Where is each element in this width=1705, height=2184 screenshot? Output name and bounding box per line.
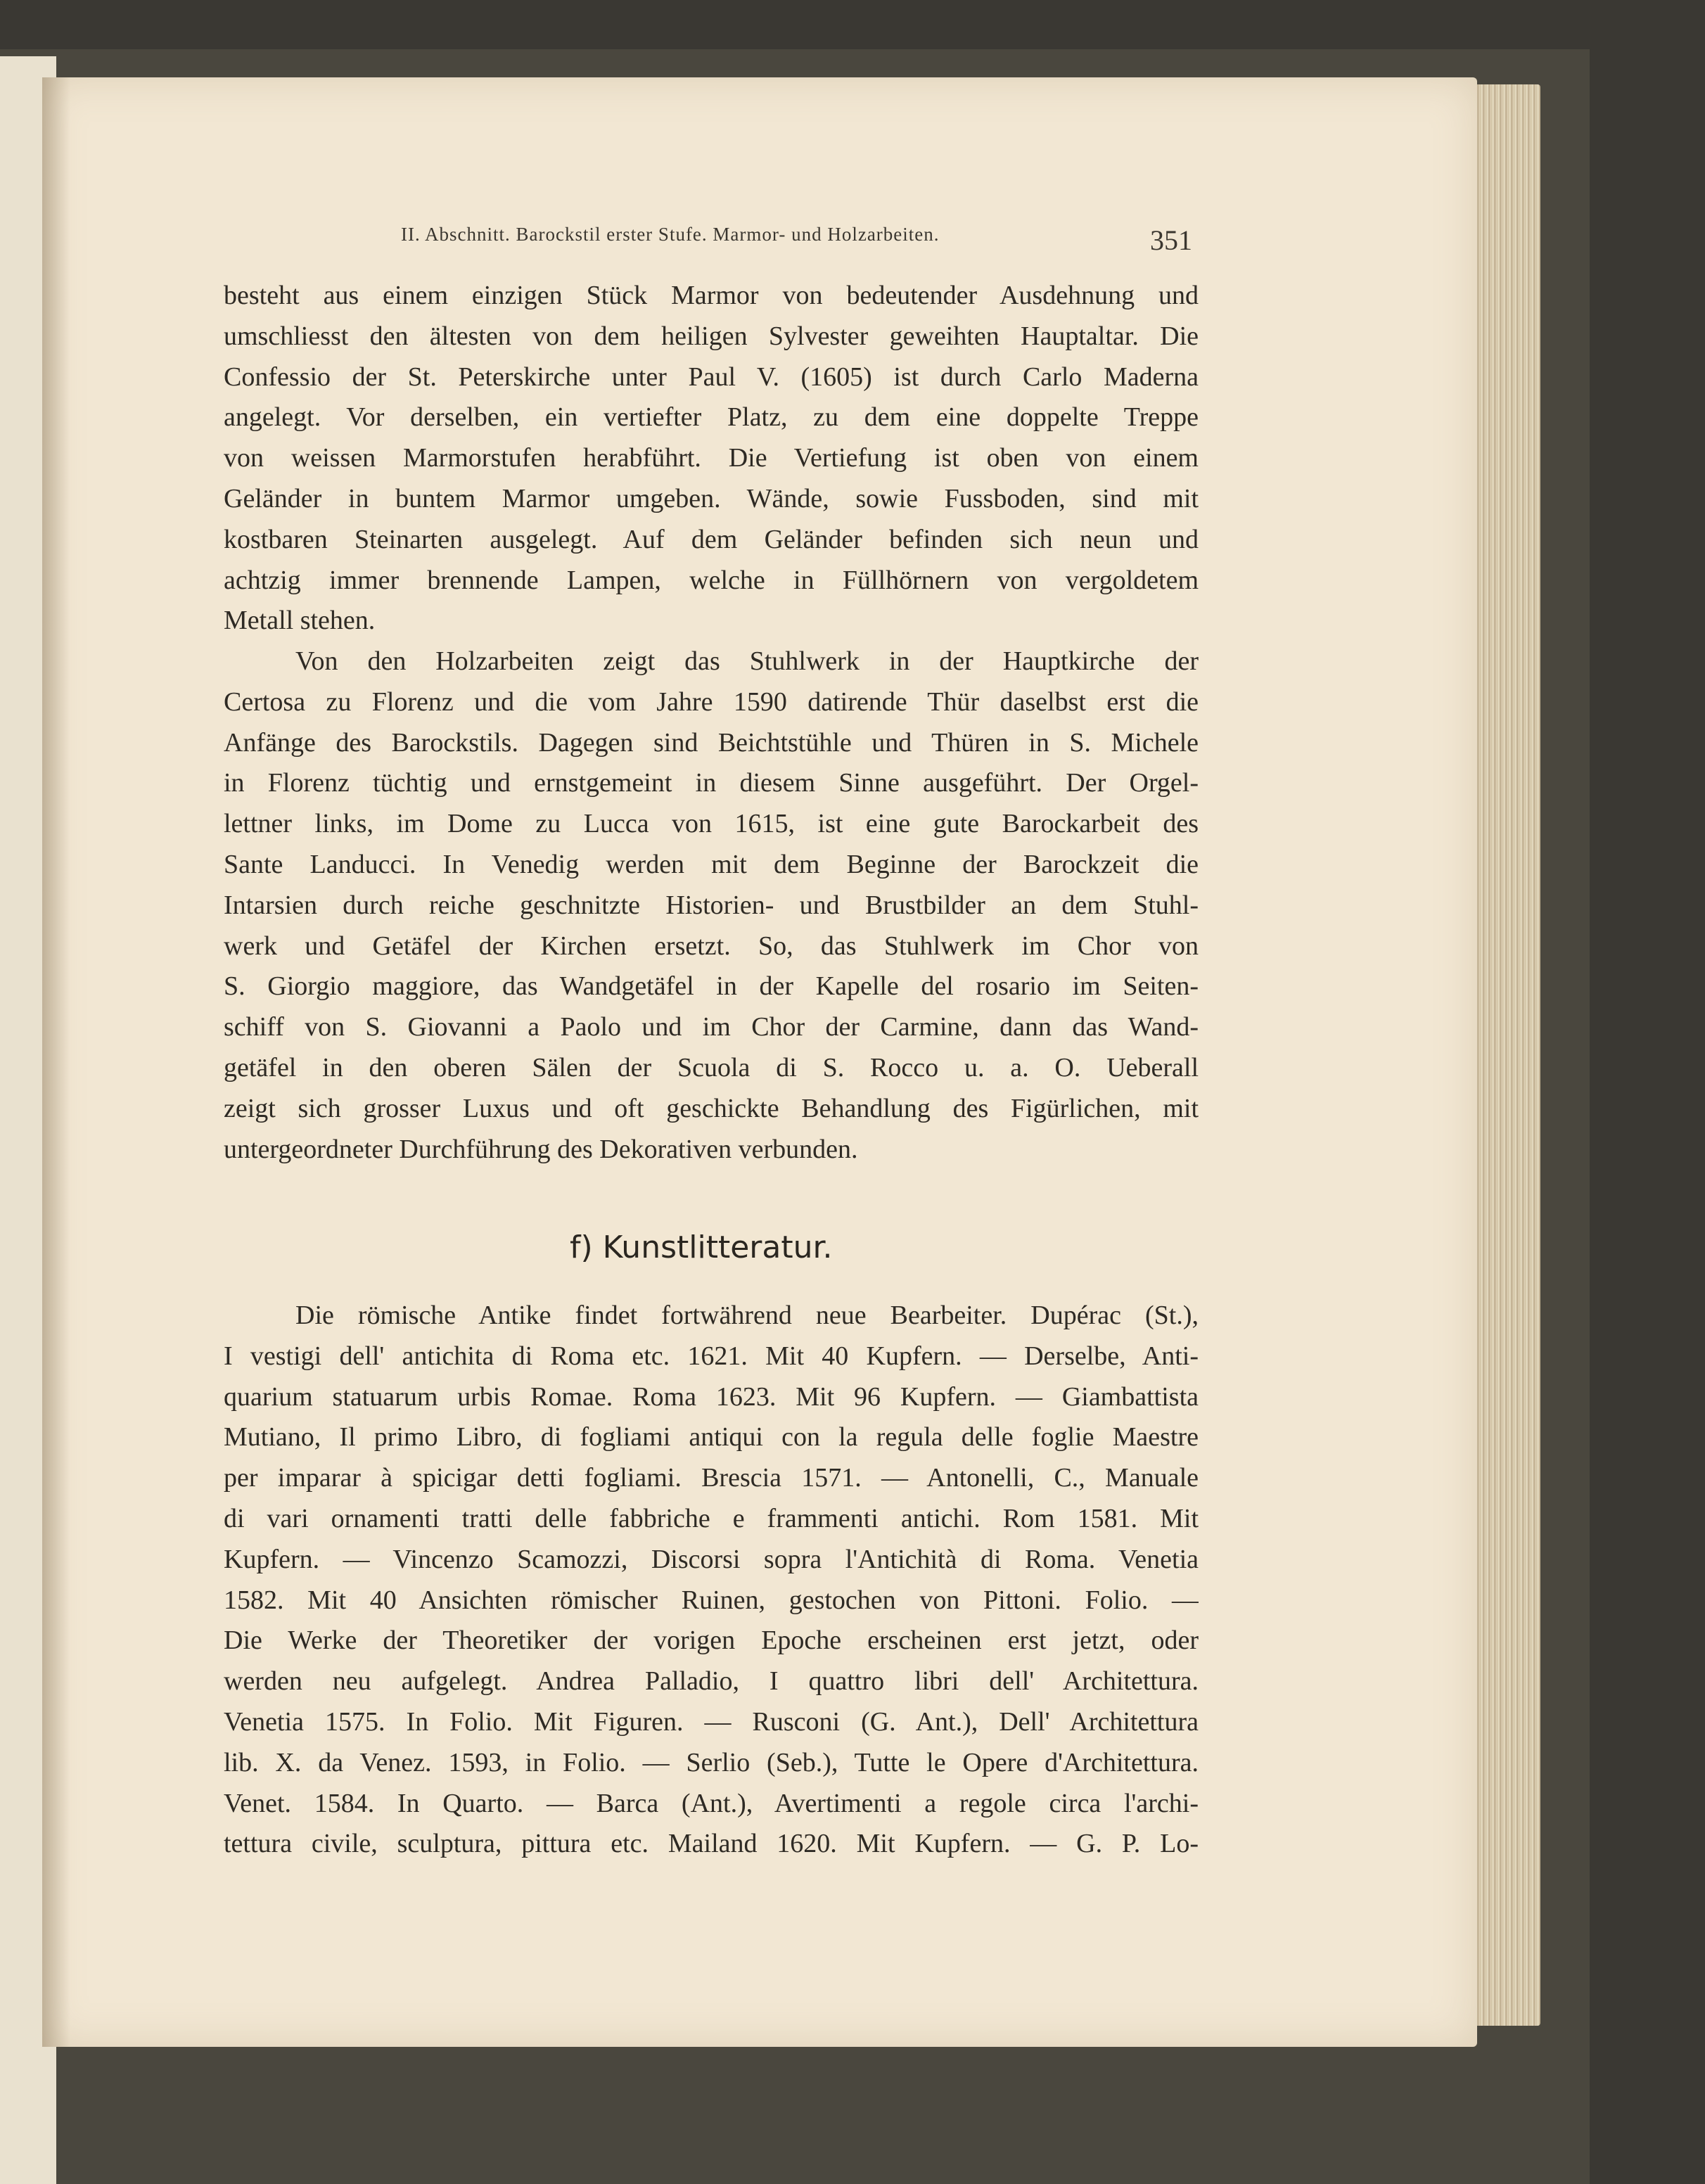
text-line: tettura civile, sculptura, pittura etc. Mailand 1620. Mit Kupfern. — G. P. Lo- xyxy=(224,1829,1199,1859)
text-line: Certosa zu Florenz und die vom Jahre 1590 datirende Thür daselbst erst die xyxy=(224,687,1199,717)
page-number: 351 xyxy=(1150,224,1192,256)
text-line: achtzig immer brennende Lampen, welche in Füllhörnern von vergoldetem xyxy=(224,565,1199,595)
paragraph xyxy=(224,1296,1199,1865)
text-line: kostbaren Steinarten ausgelegt. Auf dem Geländer befinden sich neun und xyxy=(224,524,1199,554)
text-line: schiff von S. Giovanni a Paolo und im Chor der Carmine, dann das Wand- xyxy=(224,1012,1199,1042)
text-line: besteht aus einem einzigen Stück Marmor von bedeutender Ausdehnung und xyxy=(224,281,1199,310)
text-line: Sante Landucci. In Venedig werden mit dem Beginne der Barockzeit die xyxy=(224,849,1199,879)
text-line: Confessio der St. Peterskirche unter Paul V. (1605) ist durch Carlo Maderna xyxy=(224,362,1199,392)
text-line: umschliesst den ältesten von dem heiligen Sylvester geweihten Hauptaltar. Die xyxy=(224,321,1199,351)
text-line: Von den Holzarbeiten zeigt das Stuhlwerk in der Hauptkirche der xyxy=(295,646,1199,676)
text-line: untergeordneter Durchführung des Dekorativen verbunden. xyxy=(224,1134,858,1164)
text-line: Die römische Antike findet fortwährend neue Bearbeiter. Dupérac (St.), xyxy=(295,1301,1199,1330)
text-line: per imparar à spicigar detti fogliami. Brescia 1571. — Antonelli, C., Manuale xyxy=(224,1463,1199,1493)
text-line: Venetia 1575. In Folio. Mit Figuren. — Rusconi (G. Ant.), Dell' Architettura xyxy=(224,1706,1199,1737)
text-line: Venet. 1584. In Quarto. — Barca (Ant.), Avertimenti a regole circa l'archi- xyxy=(224,1788,1199,1818)
paragraph xyxy=(224,641,1199,1170)
text-line: werden neu aufgelegt. Andrea Palladio, I quattro libri dell' Architettura. xyxy=(224,1666,1199,1697)
text-line: Kupfern. — Vincenzo Scamozzi, Discorsi sopra l'Antichità di Roma. Venetia xyxy=(224,1544,1199,1574)
text-line: lib. X. da Venez. 1593, in Folio. — Serlio (Seb.), Tutte le Opere d'Architettura. xyxy=(224,1747,1199,1777)
gutter-shadow xyxy=(42,77,70,2047)
text-line: Mutiano, Il primo Libro, di fogliami antiqui con la regula delle foglie Maestre xyxy=(224,1422,1199,1452)
text-line: Intarsien durch reiche geschnitzte Historien- und Brustbilder an dem Stuhl- xyxy=(224,890,1199,920)
paragraph xyxy=(224,276,1199,641)
text-line: lettner links, im Dome zu Lucca von 1615, ist eine gute Barockarbeit des xyxy=(224,809,1199,839)
text-line: di vari ornamenti tratti delle fabbriche e frammenti antichi. Rom 1581. Mit xyxy=(224,1503,1199,1533)
text-line: Die Werke der Theoretiker der vorigen Epoche erscheinen erst jetzt, oder xyxy=(224,1626,1199,1656)
text-line: 1582. Mit 40 Ansichten römischer Ruinen, gestochen von Pittoni. Folio. — xyxy=(224,1585,1199,1615)
text-line: angelegt. Vor derselben, ein vertiefter Platz, zu dem eine doppelte Treppe xyxy=(224,402,1199,433)
text-line: quarium statuarum urbis Romae. Roma 1623. Mit 96 Kupfern. — Giambattista xyxy=(224,1381,1199,1412)
text-line: Anfänge des Barockstils. Dagegen sind Beichtstühle und Thüren in S. Michele xyxy=(224,727,1199,758)
text-line: S. Giorgio maggiore, das Wandgetäfel in der Kapelle del rosario im Seiten- xyxy=(224,971,1199,1002)
text-line: von weissen Marmorstufen herabführt. Die Vertiefung ist oben von einem xyxy=(224,443,1199,473)
text-line: Geländer in buntem Marmor umgeben. Wände, sowie Fussboden, sind mit xyxy=(224,483,1199,513)
running-head: II. Abschnitt. Barockstil erster Stufe. Marmor- und Holzarbeiten. xyxy=(401,224,940,245)
text-line: zeigt sich grosser Luxus und oft geschickte Behandlung des Figürlichen, mit xyxy=(224,1093,1199,1123)
text-line: werk und Getäfel der Kirchen ersetzt. So, das Stuhlwerk im Chor von xyxy=(224,931,1199,961)
section-heading: f) Kunstlitteratur. xyxy=(570,1230,833,1265)
text-line: I vestigi dell' antichita di Roma etc. 1621. Mit 40 Kupfern. — Derselbe, Anti- xyxy=(224,1341,1199,1371)
text-line: getäfel in den oberen Sälen der Scuola di S. Rocco u. a. O. Ueberall xyxy=(224,1052,1199,1083)
text-line: Metall stehen. xyxy=(224,606,376,636)
text-line: in Florenz tüchtig und ernstgemeint in diesem Sinne ausgeführt. Der Orgel- xyxy=(224,768,1199,798)
